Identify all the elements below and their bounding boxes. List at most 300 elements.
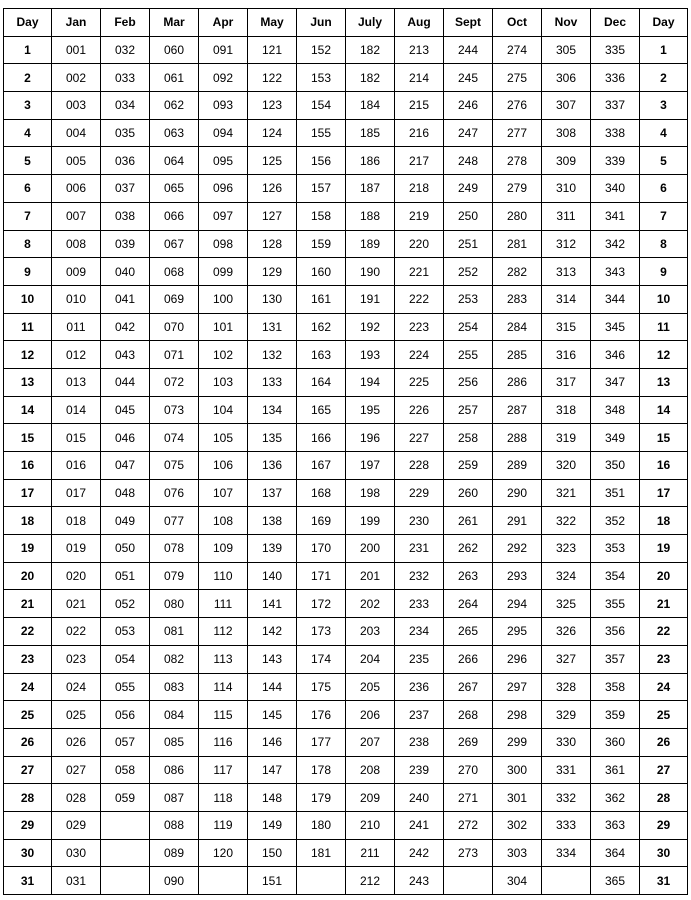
julian-day-cell: 043 <box>101 341 150 369</box>
table-row <box>4 590 688 618</box>
table-row <box>4 396 688 424</box>
julian-day-cell: 127 <box>248 202 297 230</box>
day-number-cell: 20 <box>4 562 52 590</box>
julian-day-cell: 101 <box>199 313 248 341</box>
julian-day-cell: 263 <box>444 562 493 590</box>
julian-day-cell: 200 <box>346 535 395 563</box>
julian-day-cell: 356 <box>591 618 640 646</box>
julian-day-cell: 074 <box>150 424 199 452</box>
julian-day-cell: 042 <box>101 313 150 341</box>
julian-day-cell: 155 <box>297 119 346 147</box>
julian-day-cell: 262 <box>444 535 493 563</box>
julian-day-cell: 098 <box>199 230 248 258</box>
julian-day-cell: 216 <box>395 119 444 147</box>
table-row <box>4 147 688 175</box>
julian-day-cell: 012 <box>52 341 101 369</box>
julian-day-cell: 078 <box>150 535 199 563</box>
day-number-cell: 15 <box>640 424 688 452</box>
julian-day-cell: 149 <box>248 811 297 839</box>
julian-day-cell: 316 <box>542 341 591 369</box>
julian-day-cell: 174 <box>297 645 346 673</box>
julian-day-cell: 167 <box>297 452 346 480</box>
julian-day-cell: 347 <box>591 368 640 396</box>
julian-day-cell: 169 <box>297 507 346 535</box>
julian-day-cell: 192 <box>346 313 395 341</box>
julian-day-cell: 286 <box>493 368 542 396</box>
julian-day-cell: 326 <box>542 618 591 646</box>
table-row <box>4 507 688 535</box>
julian-day-cell: 049 <box>101 507 150 535</box>
julian-day-cell: 096 <box>199 175 248 203</box>
julian-day-cell: 312 <box>542 230 591 258</box>
day-number-cell: 6 <box>640 175 688 203</box>
julian-day-cell: 175 <box>297 673 346 701</box>
julian-day-cell: 030 <box>52 839 101 867</box>
julian-day-cell: 083 <box>150 673 199 701</box>
julian-day-cell: 359 <box>591 701 640 729</box>
julian-day-cell: 299 <box>493 728 542 756</box>
julian-day-cell: 212 <box>346 867 395 895</box>
julian-day-cell: 330 <box>542 728 591 756</box>
julian-day-cell: 206 <box>346 701 395 729</box>
julian-day-cell: 147 <box>248 756 297 784</box>
julian-day-cell <box>199 867 248 895</box>
julian-day-cell: 158 <box>297 202 346 230</box>
julian-day-cell: 069 <box>150 285 199 313</box>
julian-day-cell: 082 <box>150 645 199 673</box>
julian-day-cell: 039 <box>101 230 150 258</box>
julian-day-cell: 145 <box>248 701 297 729</box>
julian-day-cell: 227 <box>395 424 444 452</box>
julian-day-cell: 041 <box>101 285 150 313</box>
day-number-cell: 5 <box>640 147 688 175</box>
julian-day-cell: 036 <box>101 147 150 175</box>
day-number-cell: 24 <box>640 673 688 701</box>
table-row <box>4 535 688 563</box>
day-number-cell: 8 <box>640 230 688 258</box>
julian-day-cell: 033 <box>101 64 150 92</box>
julian-day-cell: 109 <box>199 535 248 563</box>
julian-day-cell: 025 <box>52 701 101 729</box>
julian-day-cell: 107 <box>199 479 248 507</box>
julian-day-cell: 076 <box>150 479 199 507</box>
julian-day-cell: 092 <box>199 64 248 92</box>
day-number-cell: 4 <box>4 119 52 147</box>
julian-day-cell: 319 <box>542 424 591 452</box>
julian-day-cell: 333 <box>542 811 591 839</box>
julian-day-cell: 017 <box>52 479 101 507</box>
day-number-cell: 10 <box>640 285 688 313</box>
table-row <box>4 479 688 507</box>
julian-day-cell: 094 <box>199 119 248 147</box>
julian-day-cell: 072 <box>150 368 199 396</box>
julian-day-cell: 301 <box>493 784 542 812</box>
julian-day-cell: 142 <box>248 618 297 646</box>
julian-day-cell: 026 <box>52 728 101 756</box>
julian-day-cell: 235 <box>395 645 444 673</box>
julian-day-cell: 256 <box>444 368 493 396</box>
day-number-cell: 29 <box>640 811 688 839</box>
julian-day-cell: 037 <box>101 175 150 203</box>
julian-day-cell: 258 <box>444 424 493 452</box>
table-row <box>4 673 688 701</box>
day-number-cell: 3 <box>640 92 688 120</box>
julian-day-cell: 001 <box>52 36 101 64</box>
julian-day-cell: 151 <box>248 867 297 895</box>
day-number-cell: 26 <box>4 728 52 756</box>
julian-day-cell: 095 <box>199 147 248 175</box>
julian-day-cell: 079 <box>150 562 199 590</box>
julian-day-cell: 278 <box>493 147 542 175</box>
julian-day-cell: 205 <box>346 673 395 701</box>
month-column-header: Nov <box>542 9 591 37</box>
table-body <box>4 36 688 894</box>
julian-day-cell: 188 <box>346 202 395 230</box>
julian-day-cell: 024 <box>52 673 101 701</box>
julian-day-cell: 100 <box>199 285 248 313</box>
julian-day-cell: 360 <box>591 728 640 756</box>
julian-day-cell <box>101 811 150 839</box>
julian-day-cell: 264 <box>444 590 493 618</box>
julian-day-cell: 279 <box>493 175 542 203</box>
julian-day-cell: 297 <box>493 673 542 701</box>
julian-day-cell: 358 <box>591 673 640 701</box>
julian-day-cell: 302 <box>493 811 542 839</box>
day-number-cell: 20 <box>640 562 688 590</box>
day-number-cell: 28 <box>640 784 688 812</box>
julian-day-cell: 238 <box>395 728 444 756</box>
julian-day-cell: 342 <box>591 230 640 258</box>
month-column-header: Aug <box>395 9 444 37</box>
table-row <box>4 562 688 590</box>
julian-day-cell: 317 <box>542 368 591 396</box>
julian-day-cell: 328 <box>542 673 591 701</box>
julian-day-cell: 268 <box>444 701 493 729</box>
julian-day-cell: 028 <box>52 784 101 812</box>
julian-day-cell: 194 <box>346 368 395 396</box>
julian-day-cell: 289 <box>493 452 542 480</box>
julian-day-cell: 126 <box>248 175 297 203</box>
table-row <box>4 645 688 673</box>
julian-day-cell: 249 <box>444 175 493 203</box>
day-number-cell: 25 <box>4 701 52 729</box>
table-row <box>4 175 688 203</box>
julian-day-cell: 354 <box>591 562 640 590</box>
julian-day-cell: 071 <box>150 341 199 369</box>
table-row <box>4 784 688 812</box>
julian-day-cell: 050 <box>101 535 150 563</box>
julian-day-cell: 197 <box>346 452 395 480</box>
julian-day-cell: 138 <box>248 507 297 535</box>
julian-day-cell: 228 <box>395 452 444 480</box>
julian-day-cell: 246 <box>444 92 493 120</box>
julian-day-cell: 234 <box>395 618 444 646</box>
julian-day-cell: 122 <box>248 64 297 92</box>
day-number-cell: 14 <box>640 396 688 424</box>
julian-day-cell: 156 <box>297 147 346 175</box>
julian-day-cell: 176 <box>297 701 346 729</box>
julian-day-cell: 341 <box>591 202 640 230</box>
julian-day-cell: 048 <box>101 479 150 507</box>
julian-day-cell: 191 <box>346 285 395 313</box>
day-number-cell: 13 <box>4 368 52 396</box>
julian-day-cell: 251 <box>444 230 493 258</box>
julian-day-cell: 068 <box>150 258 199 286</box>
julian-day-cell: 338 <box>591 119 640 147</box>
day-number-cell: 14 <box>4 396 52 424</box>
day-number-cell: 2 <box>640 64 688 92</box>
julian-day-cell: 165 <box>297 396 346 424</box>
julian-day-cell: 118 <box>199 784 248 812</box>
julian-day-cell: 099 <box>199 258 248 286</box>
julian-day-cell: 004 <box>52 119 101 147</box>
day-number-cell: 21 <box>4 590 52 618</box>
julian-day-cell: 179 <box>297 784 346 812</box>
julian-day-cell: 103 <box>199 368 248 396</box>
julian-day-cell: 236 <box>395 673 444 701</box>
julian-day-cell: 207 <box>346 728 395 756</box>
month-column-header: Jun <box>297 9 346 37</box>
julian-day-cell: 010 <box>52 285 101 313</box>
julian-day-cell: 270 <box>444 756 493 784</box>
julian-day-cell: 259 <box>444 452 493 480</box>
julian-day-cell: 291 <box>493 507 542 535</box>
day-number-cell: 23 <box>4 645 52 673</box>
julian-day-cell: 346 <box>591 341 640 369</box>
month-column-header: Dec <box>591 9 640 37</box>
julian-day-cell: 045 <box>101 396 150 424</box>
julian-day-cell: 011 <box>52 313 101 341</box>
julian-day-cell: 136 <box>248 452 297 480</box>
day-number-cell: 31 <box>640 867 688 895</box>
day-number-cell: 27 <box>4 756 52 784</box>
julian-day-cell: 287 <box>493 396 542 424</box>
julian-day-cell: 086 <box>150 756 199 784</box>
julian-day-cell: 345 <box>591 313 640 341</box>
month-column-header: Apr <box>199 9 248 37</box>
month-column-header: Feb <box>101 9 150 37</box>
julian-day-cell: 064 <box>150 147 199 175</box>
day-number-cell: 10 <box>4 285 52 313</box>
julian-day-cell: 150 <box>248 839 297 867</box>
julian-day-cell: 132 <box>248 341 297 369</box>
julian-day-cell: 178 <box>297 756 346 784</box>
julian-day-cell: 280 <box>493 202 542 230</box>
julian-day-cell: 105 <box>199 424 248 452</box>
julian-day-cell: 053 <box>101 618 150 646</box>
julian-day-cell: 282 <box>493 258 542 286</box>
julian-day-cell: 363 <box>591 811 640 839</box>
julian-day-cell: 303 <box>493 839 542 867</box>
julian-day-cell: 034 <box>101 92 150 120</box>
table-row <box>4 452 688 480</box>
julian-day-cell: 267 <box>444 673 493 701</box>
julian-day-cell: 218 <box>395 175 444 203</box>
julian-day-cell: 332 <box>542 784 591 812</box>
julian-day-cell: 283 <box>493 285 542 313</box>
day-number-cell: 7 <box>640 202 688 230</box>
julian-day-cell: 272 <box>444 811 493 839</box>
julian-day-cell: 065 <box>150 175 199 203</box>
julian-day-cell: 031 <box>52 867 101 895</box>
day-number-cell: 21 <box>640 590 688 618</box>
julian-day-cell: 090 <box>150 867 199 895</box>
julian-day-cell: 352 <box>591 507 640 535</box>
day-number-cell: 31 <box>4 867 52 895</box>
julian-day-cell: 285 <box>493 341 542 369</box>
julian-day-cell: 129 <box>248 258 297 286</box>
julian-day-cell: 131 <box>248 313 297 341</box>
julian-day-cell: 274 <box>493 36 542 64</box>
day-number-cell: 8 <box>4 230 52 258</box>
julian-day-cell: 121 <box>248 36 297 64</box>
julian-day-cell: 215 <box>395 92 444 120</box>
julian-day-cell: 056 <box>101 701 150 729</box>
julian-day-cell: 054 <box>101 645 150 673</box>
day-number-cell: 18 <box>640 507 688 535</box>
table-row <box>4 867 688 895</box>
julian-day-cell: 277 <box>493 119 542 147</box>
table-row <box>4 258 688 286</box>
julian-day-cell: 164 <box>297 368 346 396</box>
julian-day-cell: 193 <box>346 341 395 369</box>
day-number-cell: 19 <box>640 535 688 563</box>
julian-day-cell: 217 <box>395 147 444 175</box>
julian-day-cell: 242 <box>395 839 444 867</box>
julian-day-cell: 023 <box>52 645 101 673</box>
julian-day-cell: 027 <box>52 756 101 784</box>
julian-day-cell: 273 <box>444 839 493 867</box>
day-number-cell: 3 <box>4 92 52 120</box>
julian-day-cell: 334 <box>542 839 591 867</box>
julian-day-cell: 040 <box>101 258 150 286</box>
julian-day-cell: 038 <box>101 202 150 230</box>
table-row <box>4 36 688 64</box>
julian-day-cell: 305 <box>542 36 591 64</box>
julian-day-cell: 115 <box>199 701 248 729</box>
julian-day-cell: 307 <box>542 92 591 120</box>
julian-day-cell: 022 <box>52 618 101 646</box>
julian-day-cell: 343 <box>591 258 640 286</box>
julian-day-cell: 181 <box>297 839 346 867</box>
julian-day-cell: 173 <box>297 618 346 646</box>
day-number-cell: 23 <box>640 645 688 673</box>
table-row <box>4 202 688 230</box>
julian-day-cell: 016 <box>52 452 101 480</box>
julian-day-cell: 060 <box>150 36 199 64</box>
julian-day-cell: 160 <box>297 258 346 286</box>
julian-day-cell: 021 <box>52 590 101 618</box>
day-number-cell: 28 <box>4 784 52 812</box>
julian-day-cell: 288 <box>493 424 542 452</box>
day-number-cell: 30 <box>640 839 688 867</box>
table-row <box>4 119 688 147</box>
julian-day-cell: 059 <box>101 784 150 812</box>
julian-day-cell: 196 <box>346 424 395 452</box>
julian-day-cell: 190 <box>346 258 395 286</box>
julian-day-cell: 006 <box>52 175 101 203</box>
day-number-cell: 18 <box>4 507 52 535</box>
julian-day-cell: 104 <box>199 396 248 424</box>
day-number-cell: 30 <box>4 839 52 867</box>
julian-day-cell: 088 <box>150 811 199 839</box>
table-row <box>4 64 688 92</box>
day-number-cell: 11 <box>640 313 688 341</box>
julian-day-cell: 018 <box>52 507 101 535</box>
julian-day-cell: 250 <box>444 202 493 230</box>
julian-day-cell: 005 <box>52 147 101 175</box>
julian-day-cell: 102 <box>199 341 248 369</box>
julian-day-cell: 237 <box>395 701 444 729</box>
julian-day-cell: 117 <box>199 756 248 784</box>
julian-day-cell: 321 <box>542 479 591 507</box>
julian-day-cell: 223 <box>395 313 444 341</box>
julian-day-cell: 261 <box>444 507 493 535</box>
julian-day-cell: 137 <box>248 479 297 507</box>
julian-day-cell: 110 <box>199 562 248 590</box>
julian-day-cell: 222 <box>395 285 444 313</box>
julian-day-cell: 324 <box>542 562 591 590</box>
julian-day-cell: 128 <box>248 230 297 258</box>
month-column-header: Sept <box>444 9 493 37</box>
julian-day-cell: 239 <box>395 756 444 784</box>
julian-day-cell: 339 <box>591 147 640 175</box>
julian-day-cell: 171 <box>297 562 346 590</box>
julian-day-cell: 233 <box>395 590 444 618</box>
day-number-cell: 17 <box>4 479 52 507</box>
julian-day-cell: 159 <box>297 230 346 258</box>
julian-day-cell: 204 <box>346 645 395 673</box>
julian-date-table <box>3 8 688 895</box>
day-number-cell: 19 <box>4 535 52 563</box>
julian-day-cell: 077 <box>150 507 199 535</box>
julian-day-cell: 320 <box>542 452 591 480</box>
julian-day-cell: 269 <box>444 728 493 756</box>
julian-day-cell: 157 <box>297 175 346 203</box>
julian-day-cell: 313 <box>542 258 591 286</box>
julian-day-cell: 248 <box>444 147 493 175</box>
julian-day-cell: 348 <box>591 396 640 424</box>
day-number-cell: 1 <box>640 36 688 64</box>
julian-day-cell: 241 <box>395 811 444 839</box>
julian-day-cell: 257 <box>444 396 493 424</box>
julian-day-cell: 168 <box>297 479 346 507</box>
julian-day-cell: 220 <box>395 230 444 258</box>
julian-day-cell: 003 <box>52 92 101 120</box>
julian-day-cell: 163 <box>297 341 346 369</box>
julian-day-cell: 293 <box>493 562 542 590</box>
julian-day-cell: 253 <box>444 285 493 313</box>
julian-day-cell: 143 <box>248 645 297 673</box>
julian-day-cell: 308 <box>542 119 591 147</box>
julian-day-cell: 189 <box>346 230 395 258</box>
julian-day-cell: 245 <box>444 64 493 92</box>
julian-day-cell: 172 <box>297 590 346 618</box>
day-number-cell: 9 <box>4 258 52 286</box>
table-row <box>4 313 688 341</box>
julian-day-cell: 184 <box>346 92 395 120</box>
julian-day-cell: 008 <box>52 230 101 258</box>
julian-day-cell: 350 <box>591 452 640 480</box>
julian-day-cell <box>101 867 150 895</box>
julian-day-cell: 240 <box>395 784 444 812</box>
julian-day-cell: 133 <box>248 368 297 396</box>
julian-day-cell: 362 <box>591 784 640 812</box>
julian-day-cell: 314 <box>542 285 591 313</box>
julian-day-cell: 019 <box>52 535 101 563</box>
julian-day-cell: 199 <box>346 507 395 535</box>
julian-day-cell: 070 <box>150 313 199 341</box>
